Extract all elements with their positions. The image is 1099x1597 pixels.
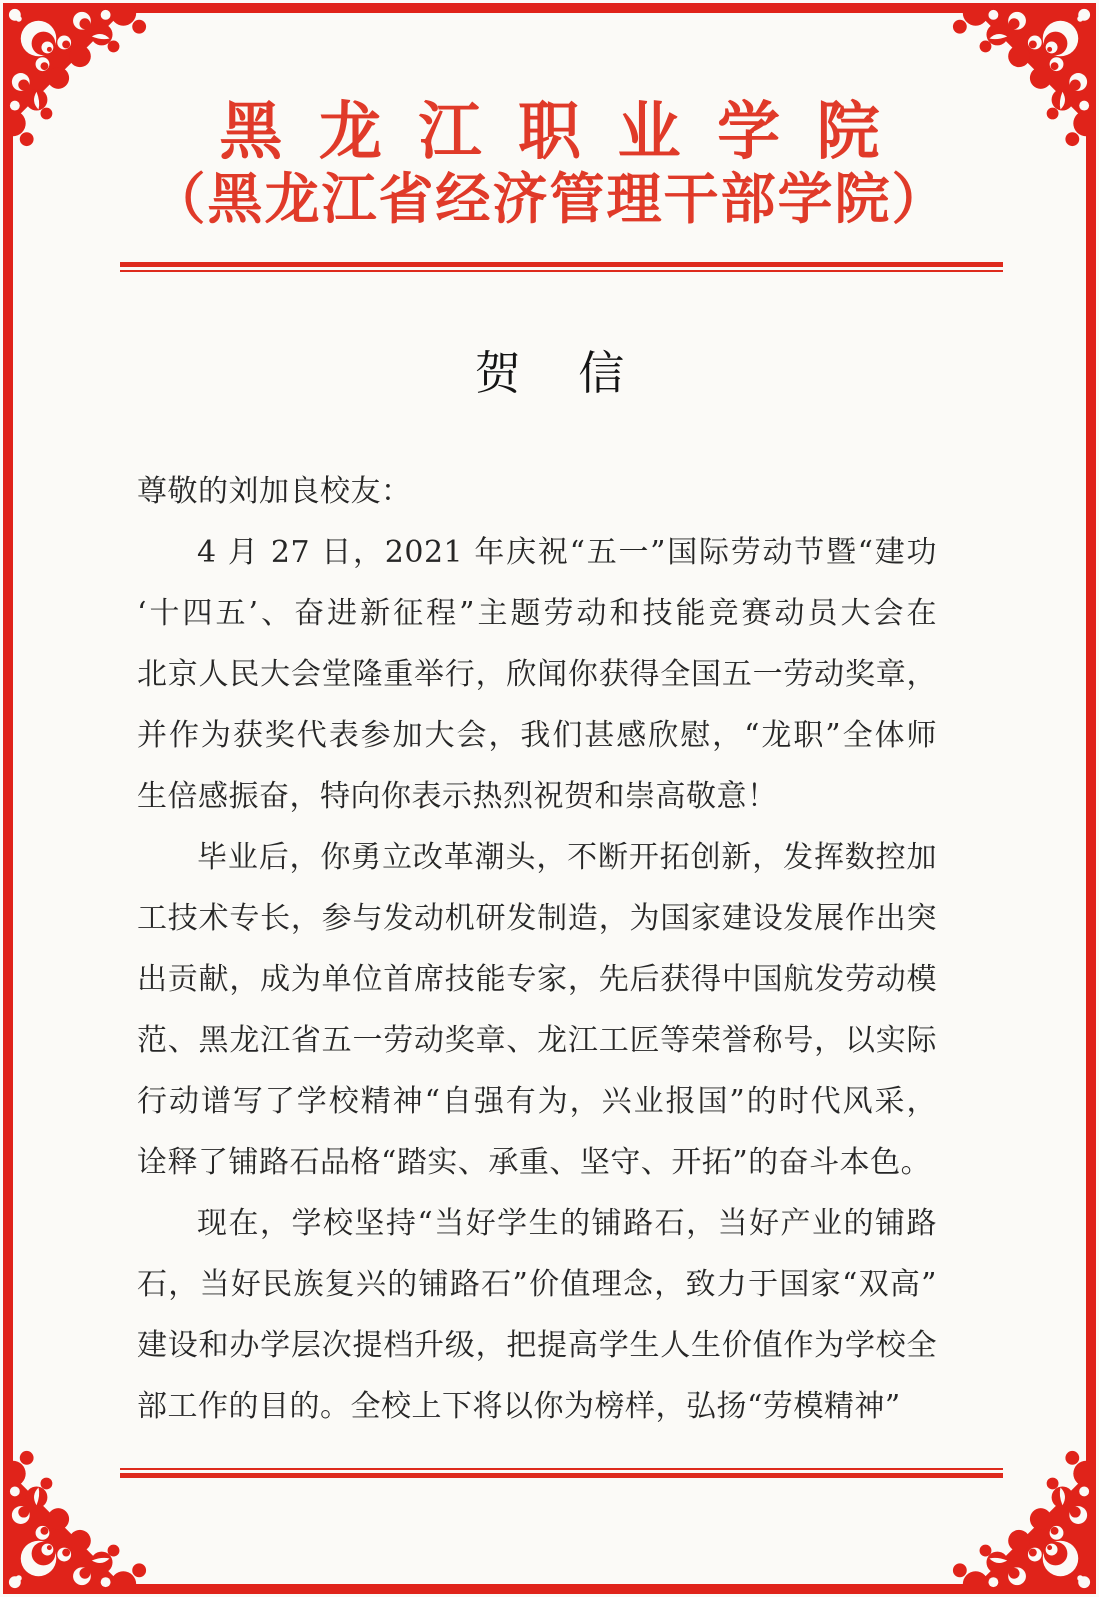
footer-double-rule [120, 1468, 1003, 1478]
letter-line: 毕业后，你勇立改革潮头，不断开拓创新，发挥数控加 [197, 840, 937, 876]
salutation: 尊敬的刘加良校友： [137, 474, 412, 510]
letter-line: 北京人民大会堂隆重举行，欣闻你获得全国五一劳动奖章， [137, 657, 937, 693]
letter-line: 并作为获奖代表参加大会，我们甚感欣慰，“龙职”全体师 [137, 718, 937, 754]
letter-line: ‘十四五’、奋进新征程”主题劳动和技能竞赛动员大会在 [137, 596, 937, 632]
letter-line: 石，当好民族复兴的铺路石”价值理念，致力于国家“双高” [137, 1267, 937, 1303]
letter-line: 现在，学校坚持“当好学生的铺路石，当好产业的铺路 [197, 1206, 937, 1242]
letter-line: 4 月 27 日，2021 年庆祝“五一”国际劳动节暨“建功 [197, 535, 937, 571]
letter-line: 范、黑龙江省五一劳动奖章、龙江工匠等荣誉称号，以实际 [137, 1023, 937, 1059]
school-subname: （黑龙江省经济管理干部学院） [150, 165, 949, 231]
letter-line: 生倍感振奋，特向你表示热烈祝贺和崇高敬意！ [137, 779, 778, 815]
letter-title: 贺信 [474, 346, 682, 401]
letter-line: 诠释了铺路石品格“踏实、承重、坚守、开拓”的奋斗本色。 [137, 1145, 932, 1181]
letter-line: 工技术专长，参与发动机研发制造，为国家建设发展作出突 [137, 901, 937, 937]
school-name: 黑龙江职业学院 [219, 94, 917, 168]
letter-line: 建设和办学层次提档升级，把提高学生人生价值作为学校全 [137, 1328, 937, 1364]
header-double-rule [120, 262, 1003, 272]
letter-line: 行动谱写了学校精神“自强有为，兴业报国”的时代风采， [137, 1084, 937, 1120]
letter-line: 出贡献，成为单位首席技能专家，先后获得中国航发劳动模 [137, 962, 937, 998]
letter-line: 部工作的目的。全校上下将以你为榜样，弘扬“劳模精神” [137, 1389, 901, 1425]
letter-body [137, 461, 937, 1437]
